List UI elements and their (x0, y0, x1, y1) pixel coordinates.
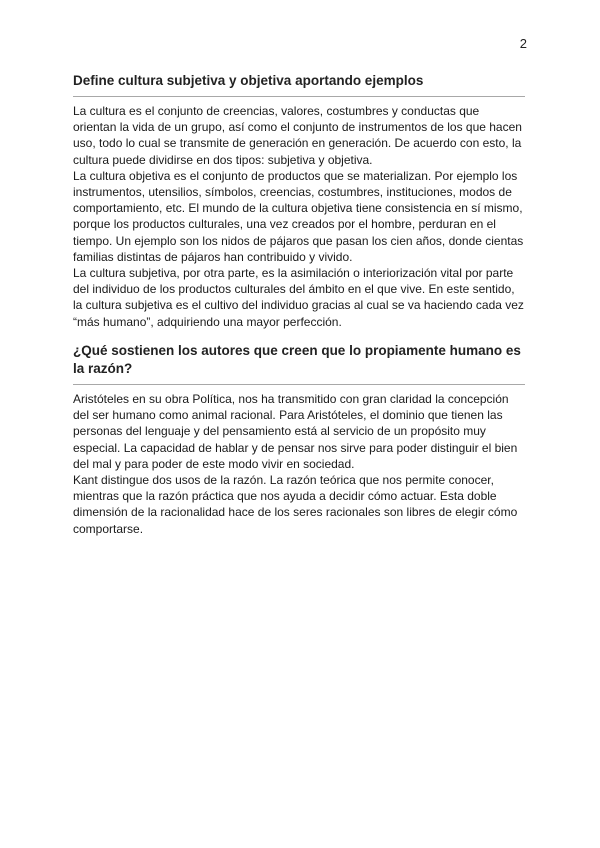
question-heading: ¿Qué sostienen los autores que creen que lo propiamente humano es la razón? (73, 342, 525, 385)
page-number: 2 (519, 36, 527, 51)
question-heading: Define cultura subjetiva y objetiva aportando ejemplos (73, 72, 525, 97)
question-section-reason (73, 342, 525, 537)
answer-paragraph: La cultura es el conjunto de creencias, valores, costumbres y conductas que orientan la vida de un grupo, así como el conjunto de instrumentos de los que hacen uso, todo lo cual se transmite de generación en generación. De acuerdo con esto, la cultura puede dividirse en dos tipos: subjetiva y objetiva. (73, 104, 522, 167)
answer-body (73, 103, 525, 330)
question-section-culture (73, 72, 525, 330)
answer-body (73, 391, 525, 537)
answer-paragraph: Aristóteles en su obra Política, nos ha transmitido con gran claridad la concepción del ser humano como animal racional. Para Aristóteles, el dominio que tienen las personas del lenguaje y del pensamiento está al servicio de un propósito muy especial. La capacidad de hablar y de pensar nos sirve para poder distinguir el bien del mal y para poder de este modo vivir en sociedad. (73, 392, 518, 471)
answer-paragraph: Kant distingue dos usos de la razón. La razón teórica que nos permite conocer, mientras que la razón práctica que nos ayuda a decidir cómo actuar. Esta doble dimensión de la racionalidad hace de los seres racionales son libres de elegir cómo comportarse. (73, 473, 518, 536)
answer-paragraph: La cultura subjetiva, por otra parte, es la asimilación o interiorización vital por parte del individuo de los productos culturales del ámbito en el que vive. En este sentido, la cultura subjetiva es el cultivo del individuo gracias al cual se va haciendo cada vez “más humano”, adquiriendo una mayor perfección. (73, 266, 524, 329)
answer-paragraph: La cultura objetiva es el conjunto de productos que se materializan. Por ejemplo los instrumentos, utensilios, símbolos, creencias, costumbres, instituciones, modos de comportamiento, etc. El mundo de la cultura objetiva tiene consistencia en sí mismo, porque los productos culturales, una vez creados por el hombre, perduran en el tiempo. Un ejemplo son los nidos de pájaros que pasan los cien años, donde cientas familias distintas de pájaros han contribuido y vivido. (73, 168, 524, 264)
